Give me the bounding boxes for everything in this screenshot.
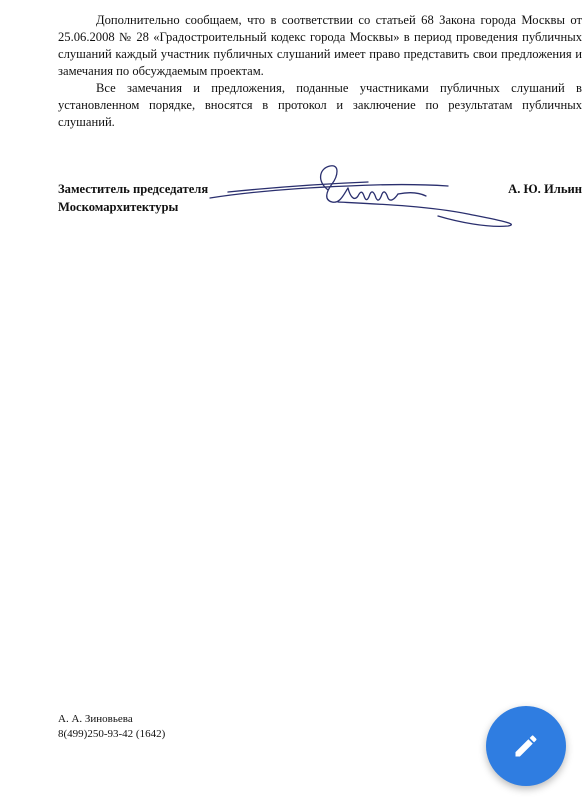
edit-button[interactable] xyxy=(486,706,566,786)
signer-position xyxy=(58,180,208,216)
executor-name: А. А. Зиновьева xyxy=(58,713,133,725)
paragraph-additional-info: Дополнительно сообщаем, что в соответствии со статьей 68 Закона города Москвы от 25.06.2008 № 28 «Градостроительный кодекс города Москвы» в период проведения публичных слушаний каждый участник публичных слушаний имеет право представить свои предложения и замечания по обсуждаемым проектам. xyxy=(58,13,582,78)
paragraph-remarks: Все замечания и предложения, поданные участниками публичных слушаний в установленном порядке, вносятся в протокол и заключение по результатам публичных слушаний. xyxy=(58,81,582,129)
handwritten-signature xyxy=(208,162,528,242)
signature-block xyxy=(58,180,582,250)
pencil-icon xyxy=(512,732,540,760)
signer-name: А. Ю. Ильин xyxy=(508,182,582,196)
executor-phone: 8(499)250-93-42 (1642) xyxy=(58,728,166,740)
signer-position-line2: Москомархитектуры xyxy=(58,200,179,214)
signer-position-line1: Заместитель председателя xyxy=(58,182,209,196)
document-body xyxy=(58,12,582,131)
executor-info xyxy=(58,712,165,742)
